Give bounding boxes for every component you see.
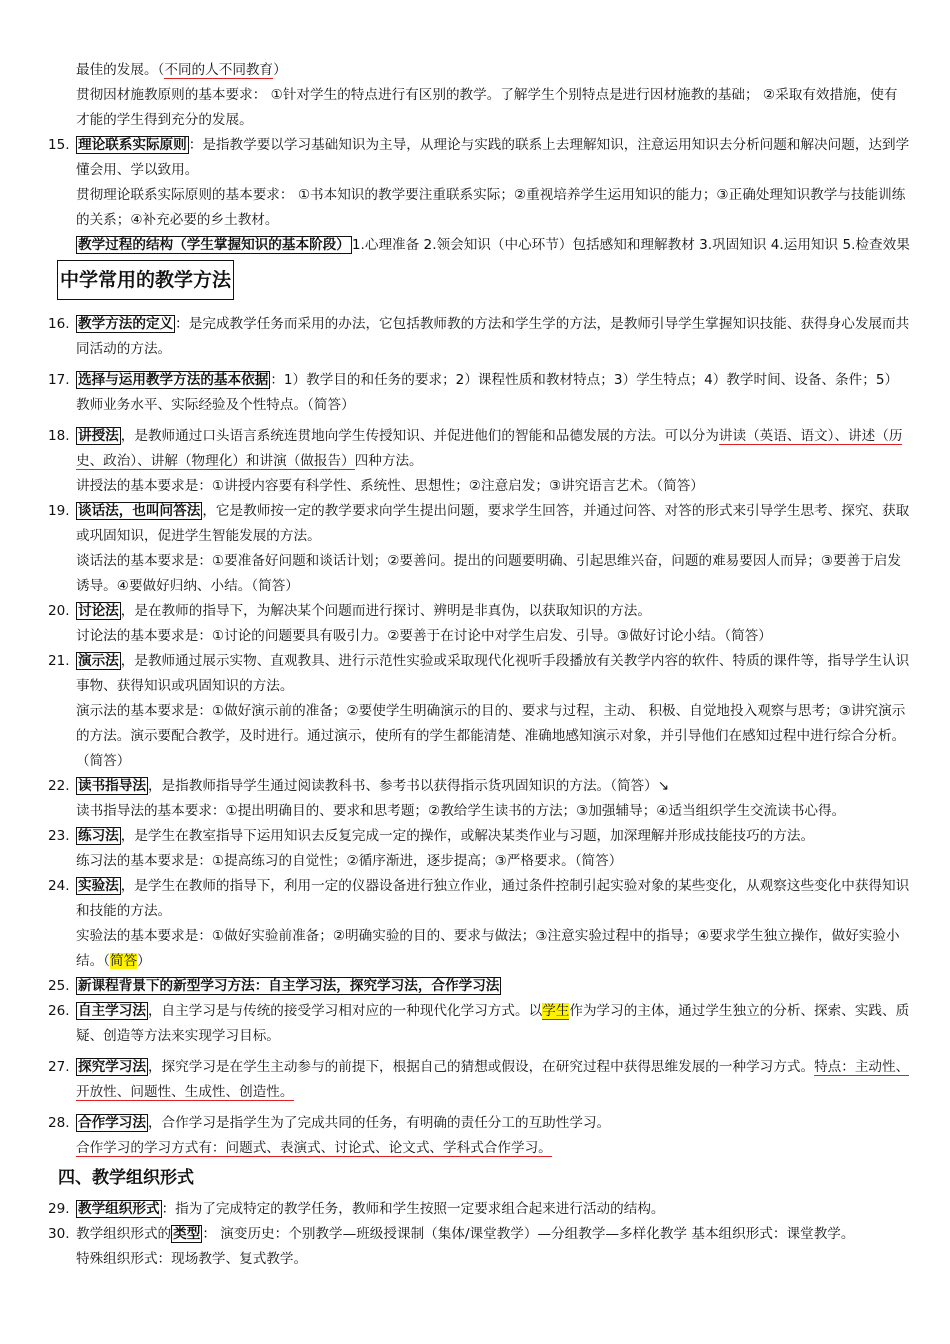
underlined-text: 合作学习的学习方式有：问题式、表演式、讨论式、论文式、学科式合作学习。 xyxy=(76,1140,552,1156)
underlined-text: 特点：主动性、开放性、问题性、生成性、创造性。 xyxy=(76,1059,910,1100)
paragraph: 讲授法的基本要求是：①讲授内容要有科学性、系统性、思想性；②注意启发；③讲究语言艺术。（简答） xyxy=(76,478,704,494)
highlighted-text: 学生 xyxy=(542,1003,570,1019)
paragraph xyxy=(0,1136,950,1161)
term-box: 理论联系实际原则 xyxy=(78,137,187,153)
list-item-28: 28. 合作学习法 ，合作学习是指学生为了完成共同的任务，有明确的责任分工的互助性学习。 xyxy=(48,1115,611,1131)
term-box: 自主学习法 xyxy=(78,1003,146,1019)
underlined-text: 不同的人不同教育 xyxy=(164,62,274,78)
list-item-24: 24. 实验法 ，是学生在教师的指导下，利用一定的仪器设备进行独立作业，通过条件控制引起实验对象的某些变化，从观察这些变化中获得知识和技能的方法。 xyxy=(48,878,910,919)
term-box: 练习法 xyxy=(78,828,119,844)
term-box: 新课程背景下的新型学习方法：自主学习法，探究学习法，合作学习法 xyxy=(78,978,500,994)
teaching-process-structure: 教学过程的结构（学生掌握知识的基本阶段） 1.心理准备 2.领会知识（中心环节）包括感知和理解教材 3.巩固知识 4.运用知识 5.检查效果 xyxy=(78,237,910,253)
section-heading-methods: 中学常用的教学方法 xyxy=(57,260,234,300)
term-box: 谈话法，也叫问答法 xyxy=(78,503,201,519)
term-box: 演示法 xyxy=(78,653,119,669)
paragraph: 读书指导法的基本要求：①提出明确目的、要求和思考题；②教给学生读书的方法；③加强辅导；④适当组织学生交流读书心得。 xyxy=(76,803,846,819)
term-box: 教学方法的定义 xyxy=(78,316,174,332)
section-heading-organization: 四、教学组织形式 xyxy=(58,1168,194,1188)
list-item-19: 19. 谈话法，也叫问答法 ，它是教师按一定的教学要求向学生提出问题，要求学生回答，并通过问答、对答的形式来引导学生思考、探究、获取或巩固知识，促进学生智能发展的方法。 xyxy=(48,503,910,544)
paragraph: 讨论法的基本要求是：①讨论的问题要具有吸引力。②要善于在讨论中对学生启发、引导。③做好讨论小结。（简答） xyxy=(76,628,772,644)
term-box: 合作学习法 xyxy=(78,1115,146,1131)
term-box: 读书指导法 xyxy=(78,778,146,794)
term-box: 教学过程的结构（学生掌握知识的基本阶段） xyxy=(78,237,350,253)
paragraph: 特殊组织形式：现场教学、复式教学。 xyxy=(76,1251,308,1267)
term-box: 选择与运用教学方法的基本依据 xyxy=(78,372,269,388)
list-item-25: 25. 新课程背景下的新型学习方法：自主学习法，探究学习法，合作学习法 xyxy=(48,978,500,994)
paragraph: 演示法的基本要求是：①做好演示前的准备；②要使学生明确演示的目的、要求与过程，主动、 积极、自觉地投入观察与思考；③讲究演示的方法。演示要配合教学，及时进行。通过演示，使所有的学生都能清楚、准确地感知演示对象，并引导他们在感知过程中进行综合分析。（简答） xyxy=(76,703,906,769)
paragraph: 贯彻因材施教原则的基本要求： ①针对学生的特点进行有区别的教学。了解学生个别特点是进行因材施教的基础； ②采取有效措施，使有才能的学生得到充分的发展。 xyxy=(76,87,898,128)
list-item-18: 18. 讲授法 ，是教师通过口头语言系统连贯地向学生传授知识、并促进他们的智能和品德发展的方法。可以分为讲读（英语、语文）、讲述（历史、政治）、讲解（物理化）和讲演（做报告）四种方法。 xyxy=(48,428,903,469)
list-item-23: 23. 练习法 ，是学生在教室指导下运用知识去反复完成一定的操作，或解决某类作业与习题，加深理解并形成技能技巧的方法。 xyxy=(48,828,815,844)
underlined-text: 讲读（英语、语文）、讲述（历史、政治）、讲解（物理化）和讲演（做报告） xyxy=(76,428,903,469)
list-item-22: 22. 读书指导法 ，是指教师指导学生通过阅读教科书、参考书以获得指示货巩固知识的方法。（简答）↘ xyxy=(48,778,670,794)
paragraph: 最佳的发展。（不同的人不同教育） xyxy=(76,62,287,78)
term-box: 教学组织形式 xyxy=(78,1201,160,1217)
list-item-29: 29. 教学组织形式 ：指为了完成特定的教学任务，教师和学生按照一定要求组合起来进行活动的结构。 xyxy=(48,1201,665,1217)
document-page xyxy=(0,58,950,1272)
list-item-27: 27. 探究学习法 ，探究学习是在学生主动参与的前提下，根据自己的猜想或假设，在研究过程中获得思维发展的一种学习方式。特点：主动性、开放性、问题性、生成性、创造性。 xyxy=(48,1059,910,1100)
list-item-20: 20. 讨论法 ，是在教师的指导下，为解决某个问题而进行探讨、辨明是非真伪，以获取知识的方法。 xyxy=(48,603,651,619)
term-box: 类型 xyxy=(173,1226,201,1242)
paragraph: 练习法的基本要求是：①提高练习的自觉性；②循序渐进，逐步提高；③严格要求。（简答） xyxy=(76,853,623,869)
list-item-15: 15. 理论联系实际原则 ：是指教学要以学习基础知识为主导，从理论与实践的联系上去理解知识，注意运用知识去分析问题和解决问题，达到学懂会用、学以致用。 xyxy=(48,137,910,178)
paragraph: 谈话法的基本要求是：①要准备好问题和谈话计划；②要善问。提出的问题要明确、引起思维兴奋，问题的难易要因人而异；③要善于启发诱导。④要做好归纳、小结。（简答） xyxy=(76,553,901,594)
list-item-21: 21. 演示法 ，是教师通过展示实物、直观教具、进行示范性实验或采取现代化视听手段播放有关教学内容的软件、特质的课件等，指导学生认识事物、获得知识或巩固知识的方法。 xyxy=(48,653,910,694)
term-box: 实验法 xyxy=(78,878,119,894)
paragraph: 实验法的基本要求是：①做好实验前准备；②明确实验的目的、要求与做法；③注意实验过程中的指导；④要求学生独立操作，做好实验小结。（简答） xyxy=(76,928,900,969)
list-item-30: 30. 教学组织形式的 类型 ： 演变历史：个别教学—班级授课制（集体/课堂教学）—分组教学—多样化教学 基本组织形式：课堂教学。 xyxy=(48,1226,855,1242)
list-item-17: 17. 选择与运用教学方法的基本依据 ：1）教学目的和任务的要求；2）课程性质和教材特点；3）学生特点；4）教学时间、设备、条件；5）教师业务水平、实际经验及个性特点。（简答） xyxy=(48,372,899,413)
term-box: 探究学习法 xyxy=(78,1059,146,1075)
term-box: 讨论法 xyxy=(78,603,119,619)
paragraph: 贯彻理论联系实际原则的基本要求： ①书本知识的教学要注重联系实际；②重视培养学生运用知识的能力；③正确处理知识教学与技能训练的关系；④补充必要的乡土教材。 xyxy=(76,187,906,228)
list-item-16: 16. 教学方法的定义 ：是完成教学任务而采用的办法，它包括教师教的方法和学生学的方法，是教师引导学生掌握知识技能、获得身心发展而共同活动的方法。 xyxy=(48,316,910,357)
highlighted-text: 简答 xyxy=(109,953,138,969)
term-box: 讲授法 xyxy=(78,428,119,444)
list-item-26: 26. 自主学习法 ，自主学习是与传统的接受学习相对应的一种现代化学习方式。以学生作为学习的主体，通过学生独立的分析、探索、实践、质疑、创造等方法来实现学习目标。 xyxy=(48,1003,910,1044)
